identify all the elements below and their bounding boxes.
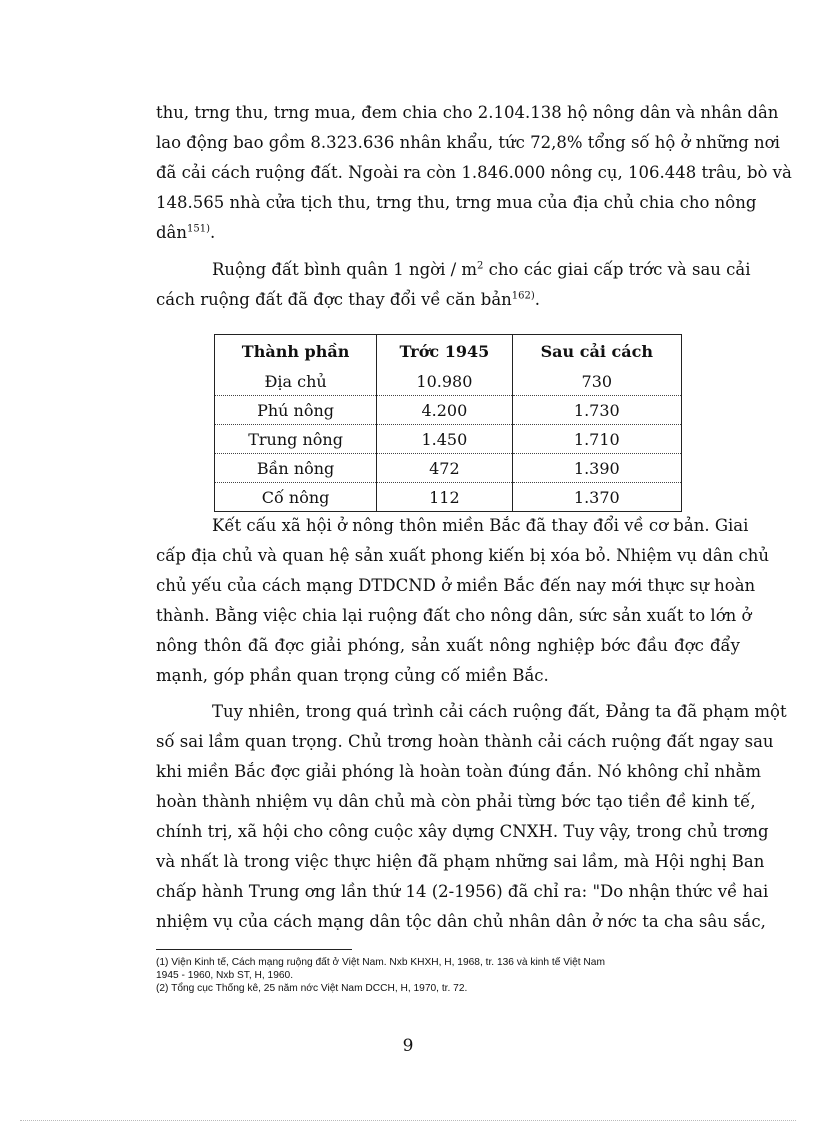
- text-line: nhiệm vụ của cách mạng dân tộc dân chủ nhân dân ở nớc ta cha sâu sắc,: [156, 912, 766, 931]
- text-line: thu, trng thu, trng mua, đem chia cho 2.104.138 hộ nông dân và nhân dân: [156, 103, 779, 122]
- footnote-ref: 151): [187, 223, 211, 235]
- footnote: (2) Tổng cục Thống kê, 25 năm nớc Việt Nam DCCH, H, 1970, tr. 72.: [156, 983, 468, 994]
- text-line: hoàn thành nhiệm vụ dân chủ mà còn phải từng bớc tạo tiền đề kinh tế,: [156, 792, 756, 811]
- paragraph-1: [156, 98, 792, 248]
- text-fragment: .: [210, 223, 216, 242]
- text-line: Kết cấu xã hội ở nông thôn miền Bắc đã thay đổi về cơ bản. Giai: [212, 516, 749, 535]
- text-line: nông thôn đã đợc giải phóng, sản xuất nông nghiệp bớc đầu đợc đẩy: [156, 636, 740, 655]
- table-cell: 1.390: [512, 454, 681, 483]
- text-fragment: cách ruộng đất đã đợc thay đổi về căn bản: [156, 290, 512, 309]
- table-cell: Cố nông: [261, 487, 330, 507]
- table-row: [215, 396, 682, 425]
- footnote: (1) Viện Kinh tế, Cách mạng ruộng đất ở Việt Nam. Nxb KHXH, H, 1968, tr. 136 và kinh tế Việt Nam: [156, 957, 605, 968]
- table-cell: 1.710: [512, 425, 681, 454]
- text-line: khi miền Bắc đợc giải phóng là hoàn toàn đúng đắn. Nó không chỉ nhằm: [156, 762, 762, 781]
- superscript: 2: [477, 260, 484, 272]
- table-row: [215, 367, 682, 396]
- table-row: [215, 425, 682, 454]
- table-row: [215, 454, 682, 483]
- table-cell: Phú nông: [215, 396, 377, 425]
- text-line: [156, 255, 751, 285]
- text-line: chấp hành Trung ơng lần thứ 14 (2-1956) đã chỉ ra: "Do nhận thức về hai: [156, 882, 769, 901]
- text-fragment: .: [534, 290, 541, 309]
- column-header: Thành phần: [241, 341, 350, 361]
- table-cell: 1.450: [377, 425, 512, 454]
- footnote: 1945 - 1960, Nxb ST, H, 1960.: [156, 970, 294, 981]
- text-fragment: dân: [156, 223, 188, 242]
- paragraph-2: [156, 255, 751, 315]
- table-cell: Trung nông: [215, 425, 377, 454]
- footnote-ref: 162): [511, 290, 535, 302]
- table-cell: Địa chủ: [215, 367, 377, 396]
- table-cell: 10.980: [377, 367, 512, 396]
- table-cell: 112: [377, 483, 512, 512]
- table-cell: 4.200: [377, 396, 512, 425]
- text-line: 148.565 nhà cửa tịch thu, trng thu, trng mua của địa chủ chia cho nông: [156, 193, 757, 212]
- text-line: mạnh, góp phần quan trọng củng cố miền Bắc.: [156, 666, 549, 685]
- text-line: thành. Bằng việc chia lại ruộng đất cho nông dân, sức sản xuất to lớn ở: [156, 606, 752, 625]
- text-line: lao động bao gồm 8.323.636 nhân khẩu, tức 72,8% tổng số hộ ở những nơi: [156, 133, 780, 152]
- table-cell: 1.730: [512, 396, 681, 425]
- footnote-divider: [156, 949, 352, 950]
- land-distribution-table: [214, 334, 682, 512]
- page-bottom-divider: [20, 1120, 796, 1121]
- text-line: Tuy nhiên, trong quá trình cải cách ruộng đất, Đảng ta đã phạm một: [212, 702, 787, 721]
- table-cell: 472: [377, 454, 512, 483]
- text-fragment: cho các giai cấp trớc và sau cải: [483, 260, 751, 279]
- text-line: [156, 285, 740, 315]
- text-line: và nhất là trong việc thực hiện đã phạm những sai lầm, mà Hội nghị Ban: [156, 852, 765, 871]
- text-line: chính trị, xã hội cho công cuộc xây dựng CNXH. Tuy vậy, trong chủ trơng: [156, 822, 769, 841]
- paragraph-4: [156, 697, 787, 937]
- column-header: Sau cải cách: [512, 335, 681, 368]
- column-header: Trớc 1945: [377, 335, 512, 368]
- table-header-row: [215, 335, 682, 368]
- text-line: cấp địa chủ và quan hệ sản xuất phong kiến bị xóa bỏ. Nhiệm vụ dân chủ: [156, 546, 770, 565]
- table-row: [215, 483, 682, 512]
- text-line: [156, 218, 740, 248]
- paragraph-3: [156, 511, 770, 691]
- table-cell: Bần nông: [215, 454, 377, 483]
- table-cell: 730: [512, 367, 681, 396]
- text-fragment: Ruộng đất bình quân 1 ngời / m: [212, 260, 478, 279]
- footnotes: [156, 956, 740, 995]
- text-line: chủ yếu của cách mạng DTDCND ở miền Bắc đến nay mới thực sự hoàn: [156, 576, 756, 595]
- text-line: số sai lầm quan trọng. Chủ trơng hoàn thành cải cách ruộng đất ngay sau: [156, 732, 774, 751]
- table-cell: 1.370: [512, 483, 681, 512]
- text-line: đã cải cách ruộng đất. Ngoài ra còn 1.846.000 nông cụ, 106.448 trâu, bò và: [156, 163, 792, 182]
- page-number: 9: [402, 1036, 414, 1056]
